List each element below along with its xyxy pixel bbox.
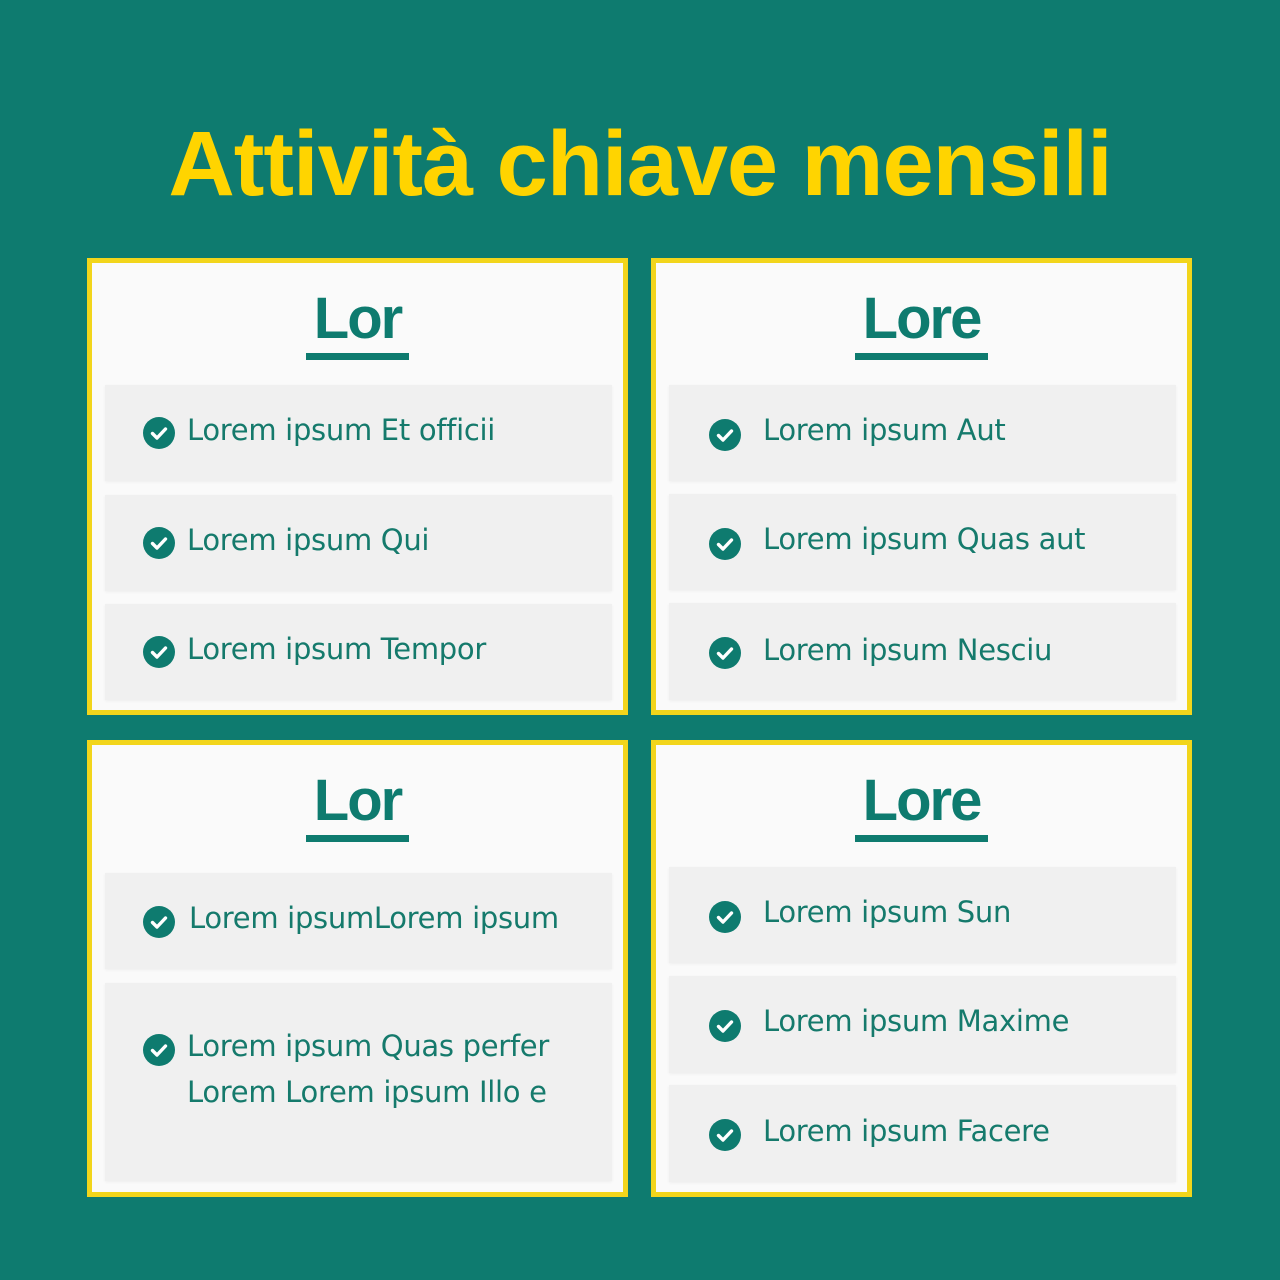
card-top-right [651, 258, 1192, 715]
card-heading: Lor [306, 767, 409, 842]
card-heading: Lor [306, 285, 409, 360]
item-text: Lorem ipsum Facere [763, 1114, 1050, 1148]
list-item [669, 976, 1176, 1073]
item-text: Lorem ipsum Qui [187, 523, 430, 557]
item-text: Lorem ipsum Maxime [763, 1004, 1070, 1038]
list-item [105, 495, 612, 591]
item-text: Lorem ipsum Quas aut [763, 522, 1086, 556]
list-item [105, 385, 612, 481]
item-text: Lorem ipsum Tempor [187, 632, 486, 666]
check-circle-icon [143, 1034, 175, 1066]
check-circle-icon [709, 1010, 741, 1042]
item-text-line1: Lorem ipsum Quas perfer [187, 1029, 549, 1063]
check-circle-icon [143, 527, 175, 559]
check-circle-icon [143, 636, 175, 668]
item-text: Lorem ipsumLorem ipsum [189, 901, 559, 935]
page-title: Attività chiave mensili [168, 113, 1112, 215]
check-circle-icon [143, 906, 175, 938]
item-text: Lorem ipsum Aut [763, 413, 1006, 447]
item-text: Lorem ipsum Et officii [187, 413, 495, 447]
list-item [669, 1085, 1176, 1182]
check-circle-icon [709, 901, 741, 933]
list-item [105, 983, 612, 1181]
check-circle-icon [709, 637, 741, 669]
list-item [669, 494, 1176, 590]
check-circle-icon [709, 419, 741, 451]
check-circle-icon [143, 417, 175, 449]
list-item [669, 385, 1176, 481]
card-bottom-right [651, 740, 1192, 1197]
check-circle-icon [709, 1119, 741, 1151]
card-heading: Lore [855, 767, 989, 842]
list-item [669, 603, 1176, 700]
check-circle-icon [709, 528, 741, 560]
card-heading: Lore [855, 285, 989, 360]
list-item [105, 873, 612, 969]
list-item [105, 604, 612, 700]
card-bottom-left [87, 740, 628, 1197]
item-text: Lorem ipsum Nesciu [763, 633, 1053, 667]
item-text-line2: Lorem Lorem ipsum Illo e [187, 1075, 547, 1109]
item-text: Lorem ipsum Sun [763, 895, 1012, 929]
card-top-left [87, 258, 628, 715]
list-item [669, 867, 1176, 963]
